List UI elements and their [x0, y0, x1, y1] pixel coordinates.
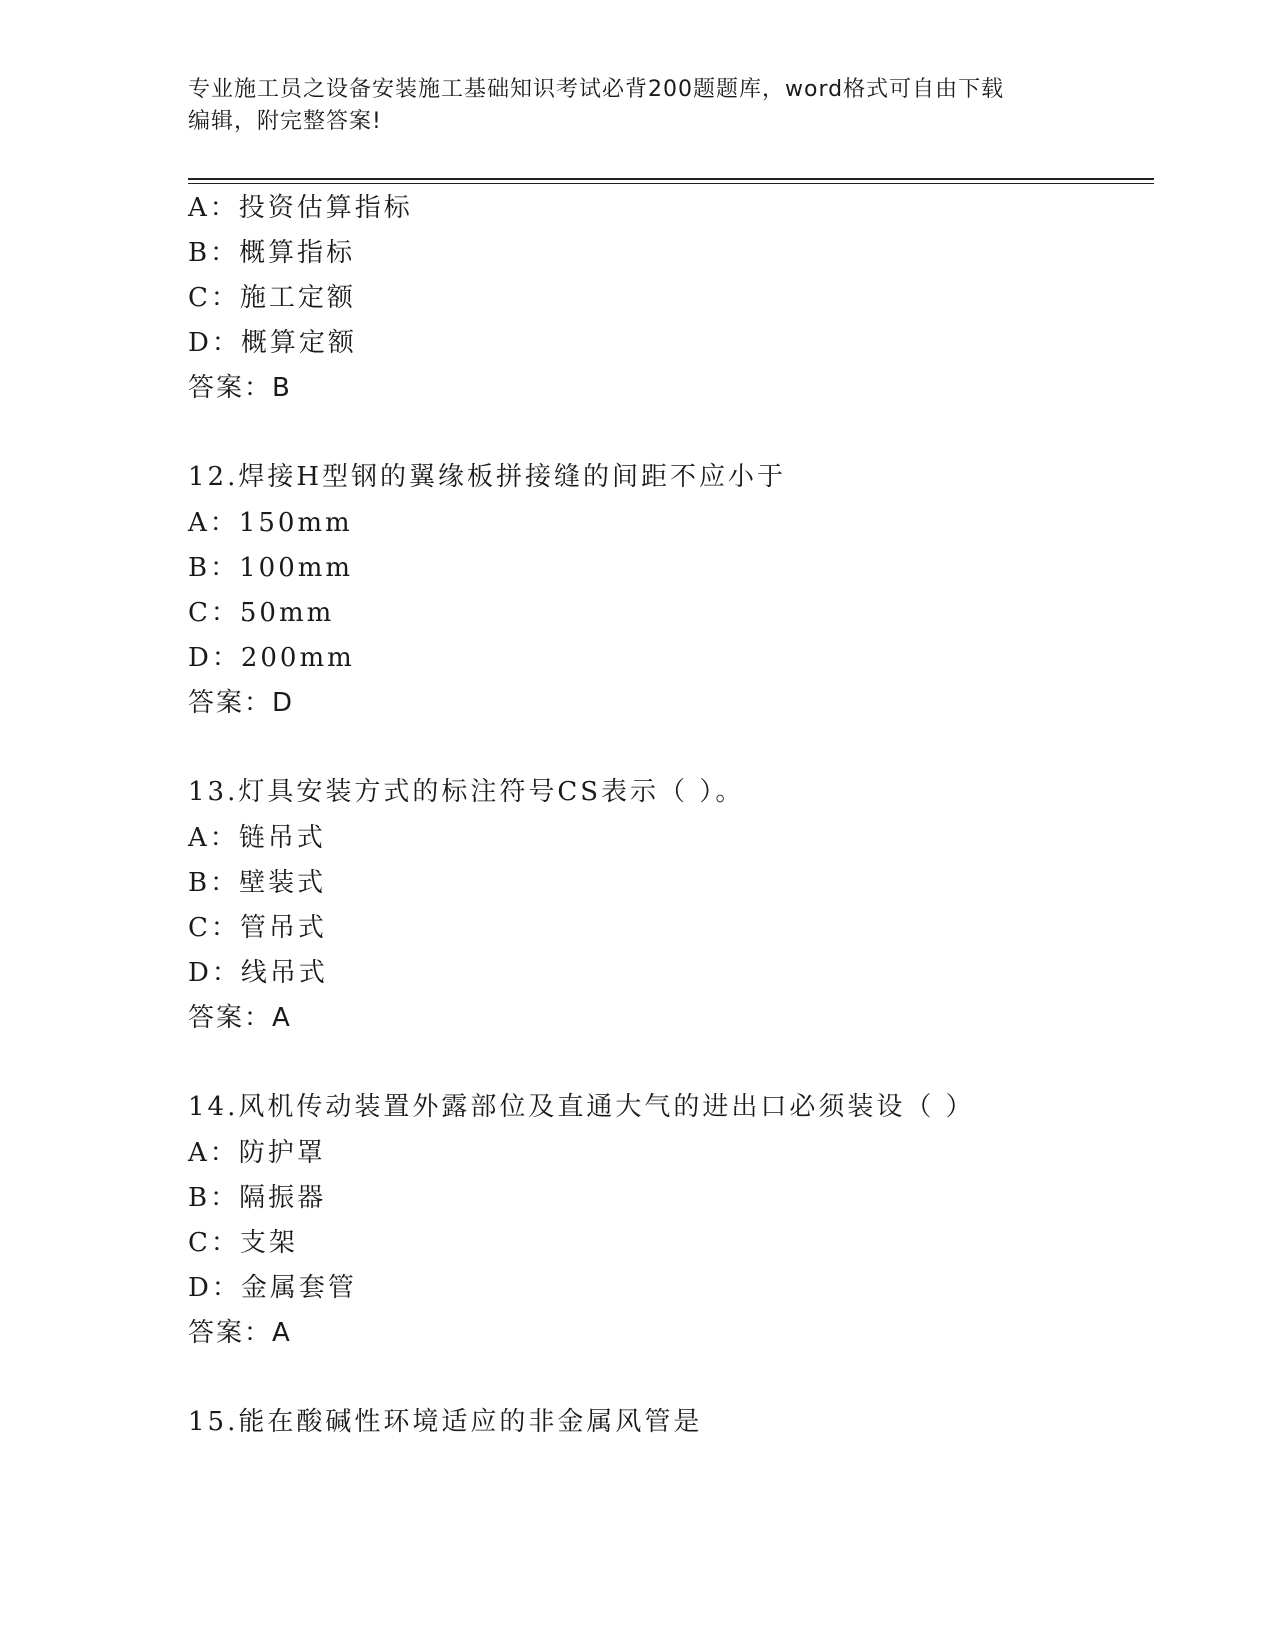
q12-option-c: C：50mm [188, 598, 335, 628]
header-rule-thick [188, 178, 1154, 180]
q12-option-a: A：150mm [188, 508, 353, 538]
q13-question: 13.灯具安装方式的标注符号CS表示（ ）。 [188, 777, 745, 807]
q12-answer: 答案：D [188, 688, 295, 718]
header-line-2: 编辑，附完整答案! [188, 109, 382, 134]
q12-option-b: B：100mm [188, 553, 354, 583]
document-header [188, 74, 1078, 138]
q13-option-d: D：线吊式 [188, 958, 328, 988]
q12-option-d: D：200mm [188, 643, 355, 673]
q14-option-b: B：隔振器 [188, 1183, 327, 1213]
q11-option-a: A：投资估算指标 [188, 193, 413, 223]
q15-question: 15.能在酸碱性环境适应的非金属风管是 [188, 1407, 703, 1437]
header-line-1: 专业施工员之设备安装施工基础知识考试必背200题题库，word格式可自由下载 [188, 77, 1005, 102]
header-rule-thin [188, 183, 1154, 184]
q13-option-c: C：管吊式 [188, 913, 327, 943]
q14-option-c: C：支架 [188, 1228, 298, 1258]
q14-option-d: D：金属套管 [188, 1273, 357, 1303]
q14-option-a: A：防护罩 [188, 1138, 326, 1168]
q13-answer: 答案：A [188, 1003, 292, 1033]
q11-option-d: D：概算定额 [188, 328, 357, 358]
q12-question: 12.焊接H型钢的翼缘板拼接缝的间距不应小于 [188, 462, 787, 492]
q13-option-b: B：壁装式 [188, 868, 327, 898]
q11-option-c: C：施工定额 [188, 283, 356, 313]
q13-option-a: A：链吊式 [188, 823, 326, 853]
q14-question: 14.风机传动装置外露部位及直通大气的进出口必须装设（ ） [188, 1092, 975, 1122]
q14-answer: 答案：A [188, 1318, 292, 1348]
q11-answer: 答案：B [188, 373, 292, 403]
q11-option-b: B：概算指标 [188, 238, 356, 268]
